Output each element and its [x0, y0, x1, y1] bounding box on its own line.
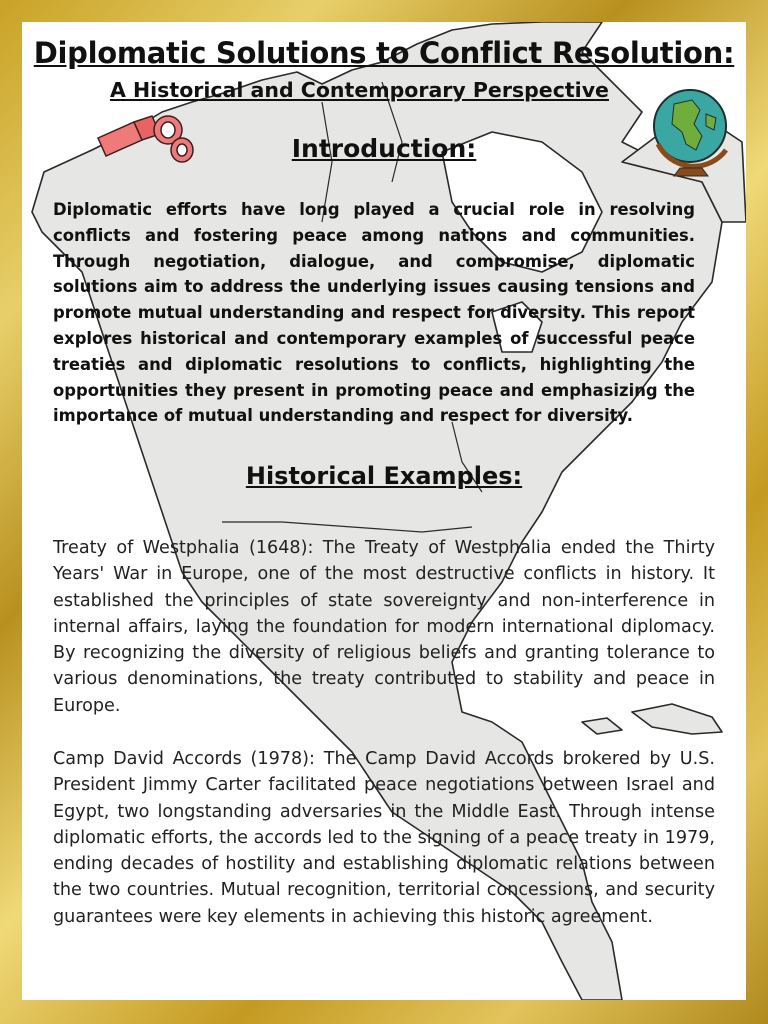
historical-examples-heading: Historical Examples: [245, 462, 523, 490]
page-title: Diplomatic Solutions to Conflict Resolution: [33, 36, 735, 70]
globe-icon [644, 84, 740, 180]
document-content [22, 22, 746, 1000]
introduction-paragraph: Diplomatic efforts have long played a crucial role in resolving conflicts and fostering peace among nations and communities. Through negotiation, dialogue, and compromise, diplomatic solutions aim to address the underlying issues causing tensions and promote mutual understanding and respect for diversity. This report explores historical and contemporary examples of successful peace treaties and diplomatic resolutions to conflicts, highlighting the opportunities they present in promoting peace and emphasizing the importance of mutual understanding and respect for diversity. [53, 200, 695, 426]
page-subtitle: A Historical and Contemporary Perspective [110, 78, 609, 102]
westphalia-paragraph: Treaty of Westphalia (1648): The Treaty of Westphalia ended the Thirty Years' War in Europe, one of the most destructive conflicts in history. It established the principles of state sovereignty and non-interference in internal affairs, laying the foundation for modern international diplomacy. By recognizing the diversity of religious beliefs and granting tolerance to various denominations, the treaty contributed to stability and peace in Europe. [53, 538, 715, 716]
introduction-heading: Introduction: [291, 134, 477, 163]
camp-david-paragraph: Camp David Accords (1978): The Camp David Accords brokered by U.S. President Jimmy Carter facilitated peace negotiations between Israel and Egypt, two longstanding adversaries in the Middle East. Through intense diplomatic efforts, the accords led to the signing of a peace treaty in 1979, ending decades of hostility and establishing diplomatic relations between the two countries. Mutual recognition, territorial concessions, and security guarantees were key elements in achieving this historic agreement. [53, 749, 715, 927]
document-page [22, 22, 746, 1000]
